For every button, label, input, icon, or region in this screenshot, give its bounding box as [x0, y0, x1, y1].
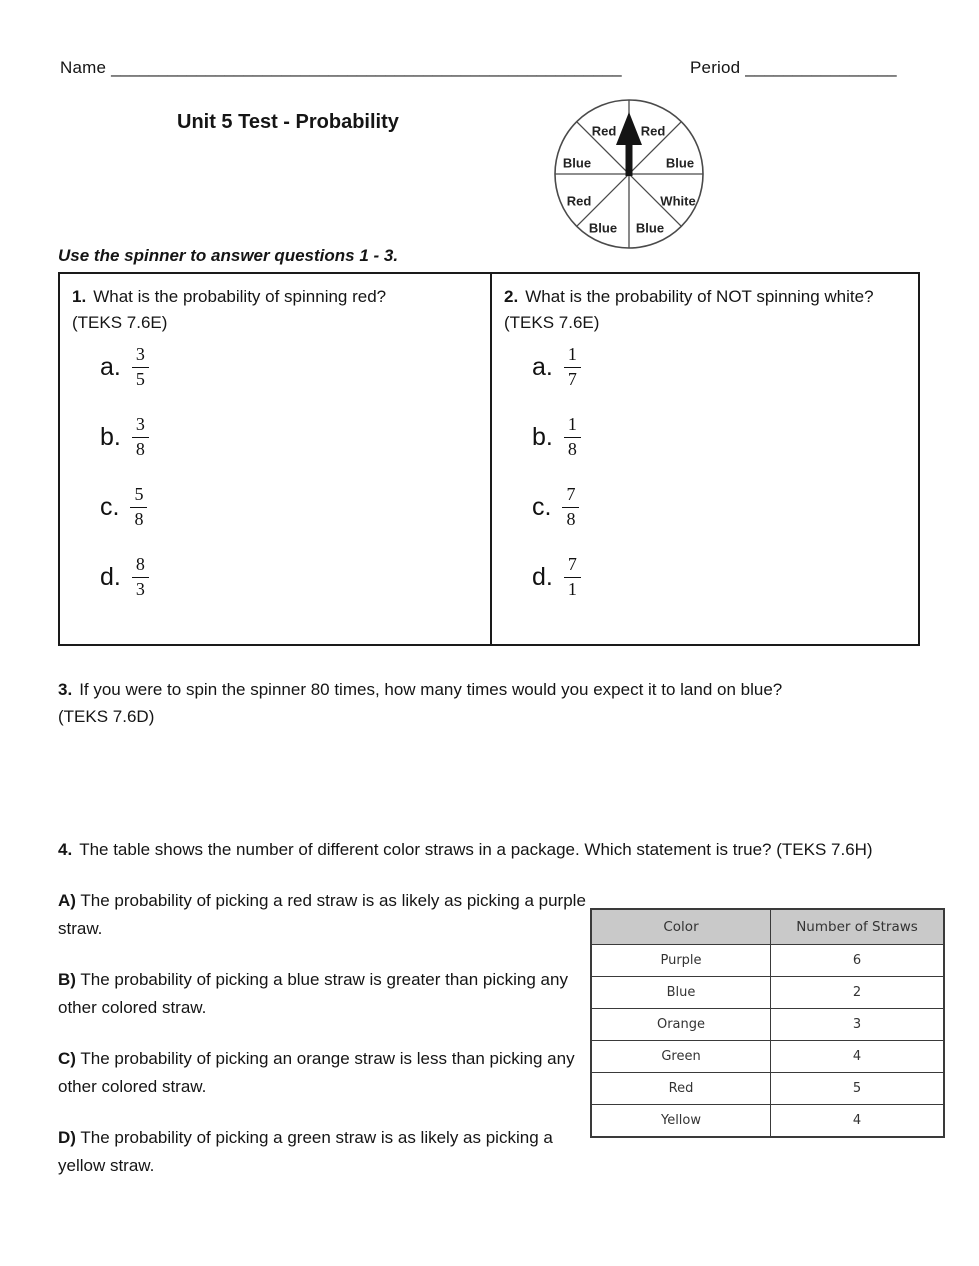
question-4-number: 4.	[58, 840, 73, 859]
question-1-teks: (TEKS 7.6E)	[72, 313, 168, 332]
answer-option: d. $\frac{8}{3}$	[100, 550, 478, 604]
spinner-sector-label: Blue	[665, 155, 695, 171]
spinner-sector-label: Red	[591, 123, 617, 139]
table-row: Orange 3	[591, 1009, 944, 1041]
period-field-row	[690, 58, 897, 78]
statement-a: A) The probability of picking a red straw is as likely as picking a purple straw.	[58, 891, 586, 938]
column-header-number-of-straws: Number of Straws	[771, 909, 945, 945]
table-header-row	[591, 909, 944, 945]
period-blank-line: ________________	[745, 58, 897, 77]
table-row: Yellow 4	[591, 1105, 944, 1138]
fraction: $\frac{7}{8}$	[562, 484, 579, 530]
statement-c: C) The probability of picking an orange straw is less than picking any other colored straw.	[58, 1049, 575, 1096]
spinner-sector-label: Red	[640, 123, 666, 139]
question-2-teks: (TEKS 7.6E)	[504, 313, 600, 332]
spinner-sector-label: Blue	[588, 220, 618, 236]
spinner-wheel-graphic	[552, 98, 708, 254]
answer-option: d. $\frac{7}{1}$	[532, 550, 906, 604]
name-blank-line: ______________________________________________________	[111, 58, 622, 77]
spinner-sector-label: Red	[566, 193, 592, 209]
table-row: Red 5	[591, 1073, 944, 1105]
question-1-cell	[60, 274, 492, 644]
question-4-teks: (TEKS 7.6H)	[776, 840, 873, 859]
fraction: $\frac{7}{1}$	[564, 554, 581, 600]
answer-option: c. $\frac{7}{8}$	[532, 480, 906, 534]
fraction: $\frac{5}{8}$	[130, 484, 147, 530]
table-row: Purple 6	[591, 945, 944, 977]
answer-option: a. $\frac{1}{7}$	[532, 340, 906, 394]
table-row: Green 4	[591, 1041, 944, 1073]
fraction: $\frac{3}{8}$	[132, 414, 149, 460]
answer-option: b. $\frac{1}{8}$	[532, 410, 906, 464]
question-2-number: 2.	[504, 287, 519, 306]
answer-option: b. $\frac{3}{8}$	[100, 410, 478, 464]
straw-count-table	[590, 908, 945, 1138]
answer-option: a. $\frac{3}{5}$	[100, 340, 478, 394]
questions-1-2-box	[58, 272, 920, 646]
statement-d: D) The probability of picking a green straw is as likely as picking a yellow straw.	[58, 1128, 553, 1175]
spinner-figure	[552, 98, 708, 254]
question-3-number: 3.	[58, 680, 73, 699]
question-1-number: 1.	[72, 287, 87, 306]
question-2-options	[532, 340, 906, 604]
spinner-sector-label: Blue	[562, 155, 592, 171]
answer-option: c. $\frac{5}{8}$	[100, 480, 478, 534]
fraction: $\frac{1}{8}$	[564, 414, 581, 460]
spinner-sector-label: White	[660, 193, 696, 209]
page-title: Unit 5 Test - Probability	[177, 111, 399, 133]
question-1-text: 1. What is the probability of spinning red?	[72, 287, 387, 306]
table-row: Blue 2	[591, 977, 944, 1009]
period-label: Period	[690, 58, 741, 77]
name-field-row	[60, 58, 622, 78]
name-label: Name	[60, 58, 107, 77]
fraction: $\frac{8}{3}$	[132, 554, 149, 600]
fraction: $\frac{3}{5}$	[132, 344, 149, 390]
spinner-arrow-icon	[616, 112, 642, 176]
spinner-instruction: Use the spinner to answer questions 1 - 3.	[58, 246, 399, 265]
question-3: 3. If you were to spin the spinner 80 times, how many times would you expect it to land on blue? (TEKS 7.6D)	[58, 676, 938, 730]
column-header-color: Color	[591, 909, 771, 945]
question-2-cell	[492, 274, 918, 644]
fraction: $\frac{1}{7}$	[564, 344, 581, 390]
question-2-text: 2. What is the probability of NOT spinning white?	[504, 287, 874, 306]
statement-b: B) The probability of picking a blue straw is greater than picking any other colored straw.	[58, 970, 568, 1017]
question-4: 4. The table shows the number of different color straws in a package. Which statement is true? (TEKS 7.6H)	[58, 840, 873, 859]
spinner-sector-label: Blue	[635, 220, 665, 236]
question-1-options	[100, 340, 478, 604]
question-3-teks: (TEKS 7.6D)	[58, 707, 155, 726]
